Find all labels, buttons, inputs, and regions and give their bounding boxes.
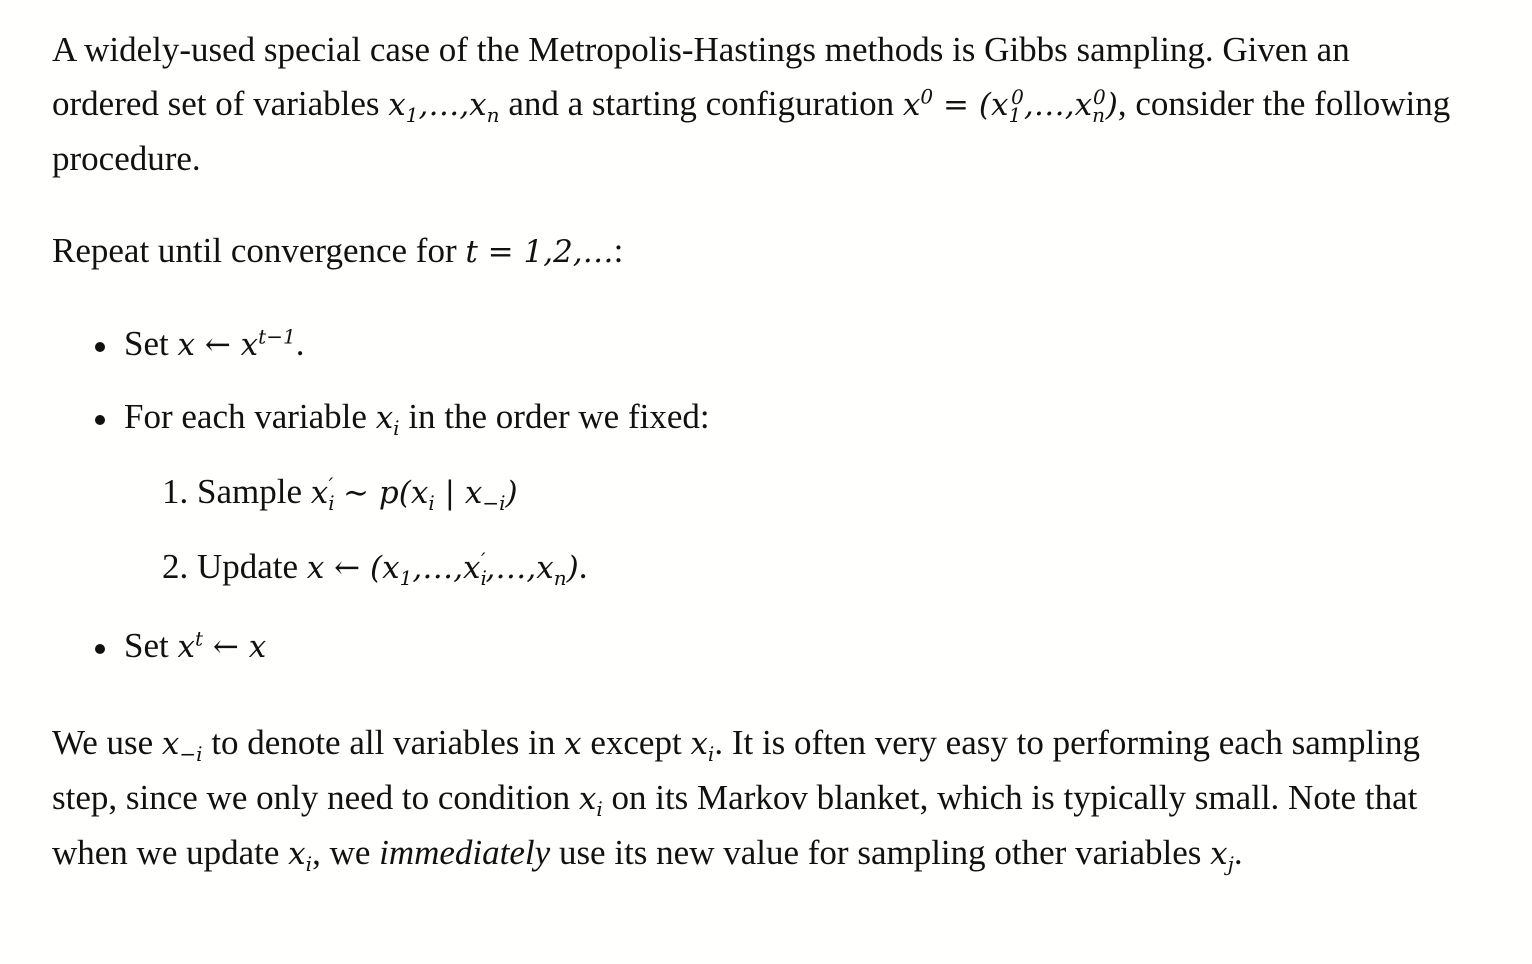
emphasis-immediately: immediately <box>379 833 551 872</box>
intro-text-3: , consider the following procedure. <box>52 84 1451 178</box>
math-xi-3: $x_i$ <box>288 836 313 877</box>
step1-prefix: 1. Sample <box>162 472 311 511</box>
math-xi-1: $x_i$ <box>690 726 715 767</box>
outro-text-2: to denote all variables in <box>202 723 565 762</box>
final-prefix: Set <box>124 626 178 665</box>
bullet-icon <box>95 342 105 352</box>
outro-text-4: . It is often very easy to performing each sampling step, since we only need to condition <box>52 723 1420 817</box>
intro-text-1: A widely-used special case of the Metropolis-Hastings methods is Gibbs sampling. Given an ordered set of variables <box>52 30 1350 123</box>
set-prefix: Set <box>124 324 178 363</box>
repeat-suffix: : <box>613 231 624 270</box>
math-t-range: t = 1,2,… <box>465 234 614 270</box>
math-xi-2: $x_i$ <box>578 781 603 822</box>
step2-prefix: 2. Update <box>162 547 307 586</box>
math-xi: $x_i$ <box>375 400 400 441</box>
list-item-for-each <box>52 390 1462 595</box>
math-update: x ← $(x_1,\dots,x_i',\dots,x_n)$ <box>306 547 579 591</box>
math-variables: $x_1,\dots,x_n$ <box>388 87 500 128</box>
inner-steps <box>124 465 1462 595</box>
procedure-list <box>52 317 1462 674</box>
outro-text-7: use its new value for sampling other variables <box>550 833 1211 872</box>
outro-text-5: on its Markov blanket, which is typically small. Note that when we update <box>52 778 1418 872</box>
outro-text-3: except <box>581 723 691 762</box>
outro-text-6: , we <box>312 833 380 872</box>
list-item-set-x: Set x ← $x^{t-1}$. <box>52 317 1462 372</box>
step-sample <box>162 465 1462 520</box>
bullet-icon <box>95 644 105 654</box>
outro-paragraph <box>52 716 1462 881</box>
math-sample: $x_i'$ ∼ $p(x_i$ | $x_{-i}$) <box>310 472 518 516</box>
article-body <box>52 23 1462 881</box>
intro-text-2: and a starting configuration <box>499 84 903 123</box>
repeat-text: Repeat until convergence for <box>52 231 466 270</box>
math-set-xt: $x^t$ ← x <box>177 626 267 665</box>
math-xj: $x_j$ <box>1210 836 1234 877</box>
list-item-set-xt <box>52 619 1462 674</box>
math-x-minus-i: $x_{-i}$ <box>161 726 203 767</box>
math-start-config: $x^0$ = $(x_1^0,\dots,x_n^0)$ <box>902 84 1118 128</box>
step-update: 2. Update x ← $(x_1,\dots,x_i',\dots,x_n)$. <box>162 547 588 591</box>
repeat-line <box>52 224 1462 279</box>
math-set-x: x ← $x^{t-1}$ <box>177 324 296 363</box>
for-each-prefix: For each variable <box>124 397 376 436</box>
for-each-suffix: in the order we fixed: <box>399 397 710 436</box>
outro-text-1: We use <box>52 723 162 762</box>
math-x: x <box>564 726 582 762</box>
intro-paragraph <box>52 23 1462 186</box>
bullet-icon <box>95 415 105 425</box>
outro-text-8: . <box>1233 833 1243 872</box>
